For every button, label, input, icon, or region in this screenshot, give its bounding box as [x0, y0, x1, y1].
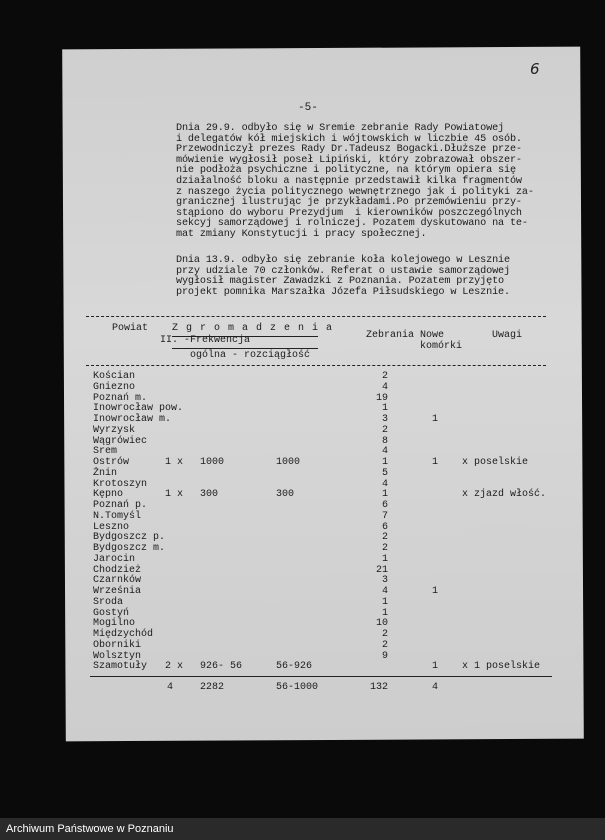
cell-zebrania: 2: [381, 371, 388, 382]
cell-zebrania: 2: [381, 543, 388, 554]
table-row: [90, 469, 560, 480]
header-uwagi: Uwagi: [492, 330, 523, 341]
cell-zebrania: 2: [381, 629, 388, 640]
cell-powiat: Jarocin: [93, 553, 136, 565]
cell-powiat: Bydgoszcz m.: [93, 543, 166, 554]
total-rozciaglosc: 56-1000: [276, 682, 319, 693]
underline: [172, 348, 318, 349]
table-row: [90, 383, 560, 394]
table-row: [90, 426, 560, 437]
cell-count: 1 x: [165, 457, 184, 468]
cell-powiat: Wolsztyn: [93, 650, 142, 662]
cell-powiat: Międzychód: [93, 629, 154, 640]
cell-zebrania: 8: [381, 435, 388, 447]
header-nowe: Nowe: [420, 330, 445, 341]
cell-uwagi: x poselskie: [462, 457, 529, 468]
cell-zebrania: 6: [381, 500, 388, 511]
cell-powiat: Inowrocław m.: [93, 414, 172, 425]
cell-zebrania: 2: [381, 424, 388, 436]
cell-zebrania: 9: [381, 650, 388, 662]
cell-zebrania: 1: [381, 457, 388, 468]
header-zgromadzenia: Z g r o m a d z e n i a: [172, 323, 334, 334]
cell-powiat: Kościan: [93, 371, 136, 382]
cell-zebrania: 2: [381, 639, 388, 651]
cell-zebrania: 1: [381, 607, 388, 619]
table-row: [90, 641, 560, 652]
table-row: [90, 512, 560, 523]
cell-powiat: Szamotuły: [93, 661, 148, 673]
table-row: [90, 609, 560, 620]
cell-powiat: Poznań m.: [93, 392, 148, 404]
table-row: [90, 458, 560, 469]
cell-count: 1 x: [165, 489, 184, 501]
cell-zebrania: 3: [381, 414, 388, 425]
cell-rozciaglosc: 300: [276, 489, 295, 501]
page-marker: -5-: [298, 102, 318, 114]
cell-zebrania: 2: [381, 532, 388, 544]
cell-powiat: Żnin: [93, 467, 118, 479]
cell-powiat: Chodzież: [93, 564, 142, 576]
cell-powiat: Mogilno: [93, 618, 136, 630]
page-number: 6: [530, 60, 540, 78]
cell-zebrania: 4: [381, 586, 388, 597]
cell-nowe: 1: [432, 661, 439, 673]
cell-zebrania: 3: [381, 575, 388, 587]
cell-ogolna: 300: [200, 489, 219, 501]
cell-zebrania: 1: [381, 403, 388, 415]
table-row: [90, 587, 560, 598]
cell-zebrania: 21: [375, 564, 388, 576]
cell-nowe: 1: [432, 457, 439, 468]
cell-ogolna: 1000: [200, 457, 225, 468]
cell-rozciaglosc: 1000: [276, 457, 301, 468]
table-row: [90, 490, 560, 501]
cell-zebrania: 4: [381, 381, 388, 393]
cell-zebrania: 5: [381, 467, 388, 479]
cell-nowe: 1: [432, 414, 439, 425]
cell-count: 2 x: [165, 661, 184, 673]
cell-powiat: Bydgoszcz p.: [93, 532, 166, 544]
cell-powiat: Poznań p.: [93, 500, 148, 511]
cell-powiat: Oborniki: [93, 639, 142, 651]
table-row: [90, 555, 560, 566]
cell-zebrania: 19: [375, 392, 388, 404]
cell-powiat: Inowrocław pow.: [93, 403, 184, 415]
cell-zebrania: 4: [381, 478, 388, 490]
cell-powiat: Ostrów: [93, 457, 130, 468]
table-row: [90, 501, 560, 512]
total-ogolna: 2282: [200, 682, 225, 693]
table-row: [90, 598, 560, 609]
header-komorki: komórki: [420, 341, 463, 352]
table-row: [90, 662, 560, 673]
divider: [86, 365, 546, 366]
table-row: [90, 619, 560, 630]
cell-powiat: Sroda: [93, 596, 124, 608]
cell-zebrania: 1: [381, 596, 388, 608]
cell-powiat: Wągrówiec: [93, 435, 148, 447]
archive-footer: Archiwum Państwowe w Poznaniu: [0, 818, 605, 840]
cell-ogolna: 926- 56: [200, 661, 243, 673]
totals-row: [90, 683, 560, 694]
cell-powiat: Września: [93, 586, 142, 597]
cell-zebrania: 1: [381, 489, 388, 501]
cell-powiat: Czarnków: [93, 575, 142, 587]
cell-nowe: 1: [432, 586, 439, 597]
header-zebrania: Zebrania: [366, 330, 415, 341]
cell-powiat: N.Tomyśl: [93, 510, 142, 522]
cell-zebrania: 7: [381, 510, 388, 522]
total-zebrania: 132: [369, 682, 388, 693]
cell-rozciaglosc: 56-926: [276, 661, 313, 673]
total-line: [90, 676, 552, 677]
cell-powiat: Gniezno: [93, 381, 136, 393]
cell-powiat: Srem: [93, 446, 118, 458]
table-row: [90, 576, 560, 587]
cell-powiat: Kępno: [93, 489, 124, 501]
divider: [86, 316, 546, 317]
cell-powiat: Krotoszyn: [93, 478, 148, 490]
total-nowe: 4: [432, 682, 439, 693]
cell-zebrania: 6: [381, 521, 388, 533]
table-row: [90, 566, 560, 577]
paragraph-1: Dnia 29.9. odbyło się w Sremie zebranie Rady Powiatowej i delegatów kół miejskich i wójtowskich w liczbie 45 osób. Przewodniczył prezes Rady Dr.Tadeusz Bogacki.Dłuższe prze- mówienie wygłosił poseł Lipiński, który zobrazował obszer- nie podłoża psychiczne i polityczne, na którym opiera się działalność bloku a następnie przedstawił kilka fragmentów z naszego życia politycznego wewnętrznego jak i polityki za- granicznej ilustrując je przykładami.Po przemówieniu przy- stąpiono do wyboru Prezydjum i kierowników poszczególnych sekcyj samorządowej i rolniczej. Pozatem dyskutowano na te- mat zmiany Konstytucji i pracy społecznej.: [176, 123, 534, 240]
header-powiat: Powiat: [112, 323, 149, 334]
table-row: [90, 544, 560, 555]
total-count: 4: [167, 682, 174, 693]
table-row: [90, 372, 560, 383]
table-row: [90, 415, 560, 426]
paragraph-2: Dnia 13.9. odbyło się zebranie koła kolejowego w Lesznie przy udziale 70 członków. Referat o ustawie samorządowej wygłosił magister Zawadzki z Poznania. Pozatem przyjęto projekt pomnika Marszałka Józefa Piłsudskiego w Lesznie.: [176, 255, 510, 298]
cell-uwagi: x 1 poselskie: [462, 661, 541, 673]
cell-powiat: Leszno: [93, 521, 130, 533]
cell-zebrania: 1: [381, 553, 388, 565]
cell-zebrania: 4: [381, 446, 388, 458]
header-ogolna: ogólna - rozciągłość: [190, 350, 311, 361]
cell-powiat: Wyrzysk: [93, 424, 136, 436]
cell-uwagi: x zjazd włość.: [462, 489, 547, 501]
header-frekwencja: II. -Frekwencja: [160, 335, 251, 346]
cell-zebrania: 10: [375, 618, 388, 630]
table-row: [90, 630, 560, 641]
cell-powiat: Gostyń: [93, 607, 130, 619]
table-row: [90, 437, 560, 448]
